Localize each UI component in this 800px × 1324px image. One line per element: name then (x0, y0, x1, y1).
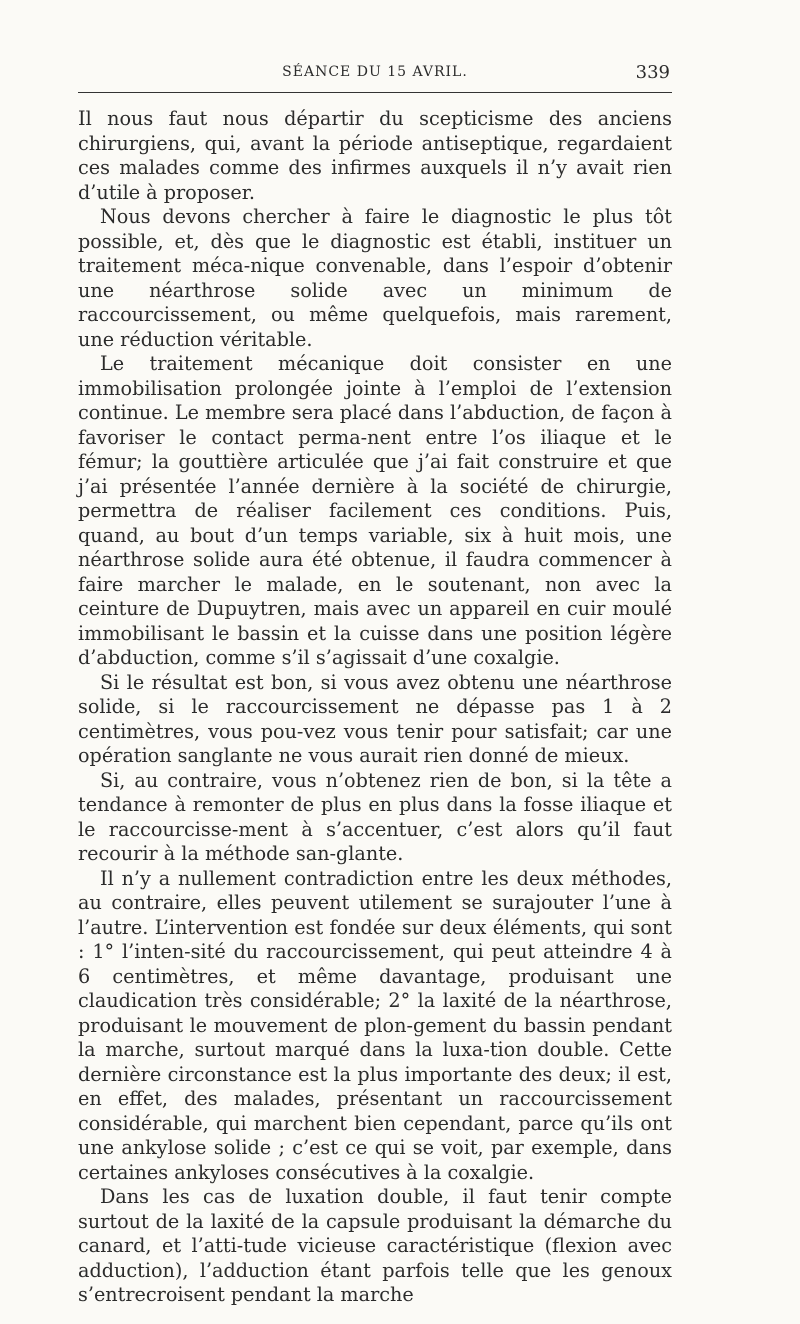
paragraph-1: Il nous faut nous départir du scepticisme des anciens chirurgiens, qui, avant la période antiseptique, regardaient ces malades comme des infirmes auxquels il n’y avait rien d’utile à proposer. (78, 107, 672, 204)
header-rule (78, 92, 672, 93)
paragraph-7: Dans les cas de luxation double, il faut tenir compte surtout de la laxité de la capsule produisant la démarche du canard, et l’atti-tude vicieuse caractéristique (flexion avec adduction), l’adduction étant parfois telle que les genoux s’entrecroisent pendant la marche (78, 1185, 672, 1306)
book-page (78, 56, 672, 1308)
paragraph-2: Nous devons chercher à faire le diagnostic le plus tôt possible, et, dès que le diagnostic est établi, instituer un traitement méca-nique convenable, dans l’espoir d’obtenir une néarthrose solide avec un minimum de raccourcissement, ou même quelquefois, mais rarement, une réduction véritable. (78, 205, 672, 351)
running-head: SÉANCE DU 15 AVRIL. (282, 64, 468, 80)
page-header (78, 56, 672, 88)
paragraph-5: Si, au contraire, vous n’obtenez rien de bon, si la tête a tendance à remonter de plus en plus dans la fosse iliaque et le raccourcisse-ment à s’accentuer, c’est alors qu’il faut recourir à la méthode san-glante. (78, 768, 672, 865)
paragraph-6: Il n’y a nullement contradiction entre les deux méthodes, au contraire, elles peuvent utilement se surajouter l’une à l’autre. L’intervention est fondée sur deux éléments, qui sont : 1° l’inten-sité du raccourcissement, qui peut atteindre 4 à 6 centimètres, et même davantage, produisant une claudication très considérable; 2° la laxité de la néarthrose, produisant le mouvement de plon-gement du bassin pendant la marche, surtout marqué dans la luxa-tion double. Cette dernière circonstance est la plus importante des deux; il est, en effet, des malades, présentant un raccourcissement considérable, qui marchent bien cependant, parce qu’ils ont une ankylose solide ; c’est ce qui se voit, par exemple, dans certaines ankyloses consécutives à la coxalgie. (78, 866, 672, 1184)
page-number: 339 (635, 62, 670, 83)
body-text (78, 107, 672, 1308)
paragraph-3: Le traitement mécanique doit consister en une immobilisation prolongée jointe à l’emploi de l’extension continue. Le membre sera placé dans l’abduction, de façon à favoriser le contact perma-nent entre l’os iliaque et le fémur; la gouttière articulée que j’ai fait construire et que j’ai présentée l’année dernière à la société de chirurgie, permettra de réaliser facilement ces conditions. Puis, quand, au bout d’un temps variable, six à huit mois, une néarthrose solide aura été obtenue, il faudra commencer à faire marcher le malade, en le soutenant, non avec la ceinture de Dupuytren, mais avec un appareil en cuir moulé immobilisant le bassin et la cuisse dans une position légère d’abduction, comme s’il s’agissait d’une coxalgie. (78, 352, 672, 669)
paragraph-4: Si le résultat est bon, si vous avez obtenu une néarthrose solide, si le raccourcissement ne dépasse pas 1 à 2 centimètres, vous pou-vez vous tenir pour satisfait; car une opération sanglante ne vous aurait rien donné de mieux. (78, 670, 672, 767)
